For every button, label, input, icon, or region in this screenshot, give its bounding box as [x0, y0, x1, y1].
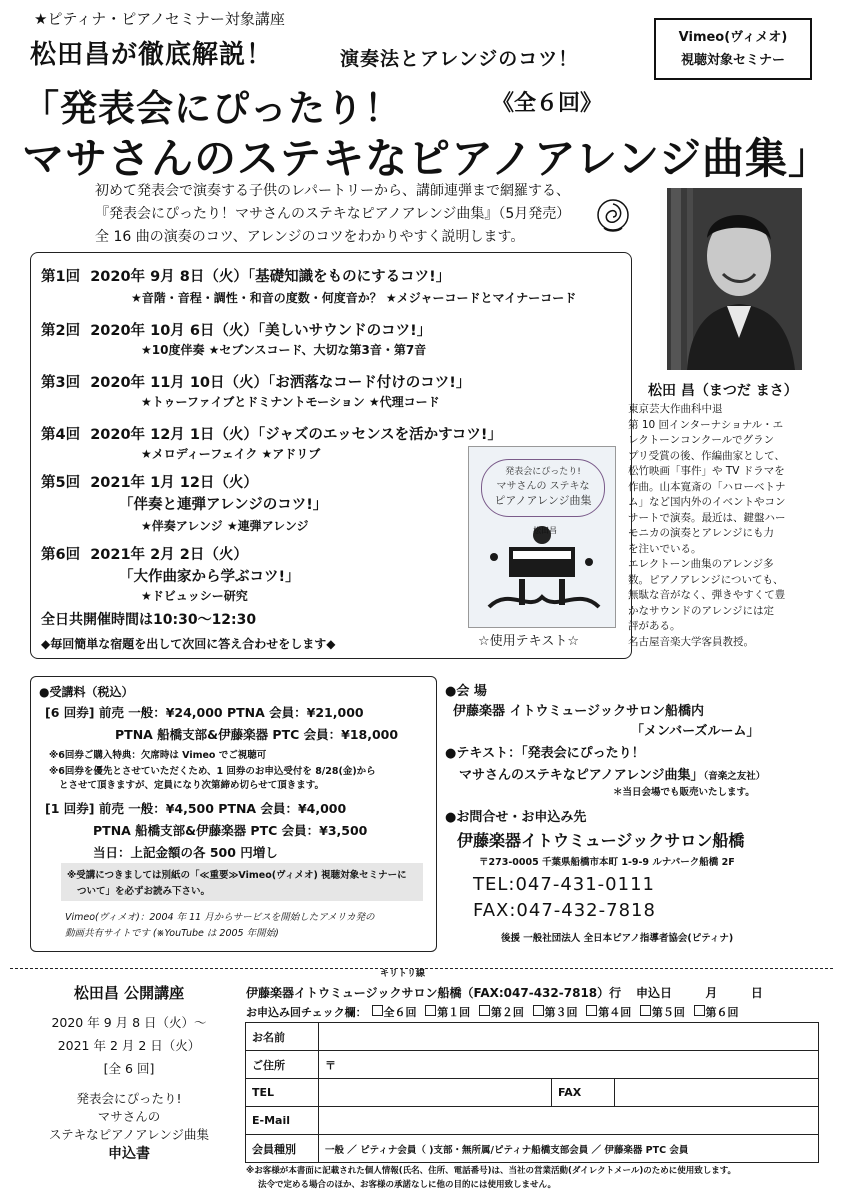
session-6-detail: ★ドビュッシー研究 [141, 589, 248, 603]
address-field[interactable] [319, 1051, 819, 1079]
venue-line-1: 伊藤楽器 イトウミュージックサロン船橋内 [453, 704, 705, 719]
intro-line: 全 16 曲の演奏のコツ、アレンジのコツをわかりやすく説明します。 [95, 229, 525, 245]
textbook-caption: ☆使用テキスト☆ [478, 634, 580, 649]
tel-field[interactable] [319, 1079, 552, 1107]
member-type-label: 会員種別 [246, 1135, 319, 1163]
on-site-sale: ＊当日会場でも販売いたします。 [613, 787, 755, 798]
form-date-2: 2021 年 2 月 2 日（火） [57, 1038, 201, 1053]
bio-line: 松竹映画「事件」や TV ドラマを [628, 465, 785, 477]
homework-note: ◆毎回簡単な宿題を出して次回に答え合わせをします◆ [41, 637, 336, 651]
bio-line: レクトーンコンクールでグラン [628, 434, 775, 446]
form-destination: 伊藤楽器イトウミュージックサロン船橋（FAX:047-432-7818）行 [246, 986, 622, 1000]
tel-label: TEL [246, 1079, 319, 1107]
venue-line-2: 「メンバーズルーム」 [631, 724, 760, 739]
target-tag: ★ピティナ・ピアノセミナー対象講座 [34, 10, 285, 28]
book-title-2: ピアノアレンジ曲集 [494, 494, 592, 507]
title-line-1: 「発表会にぴったり！ [22, 87, 402, 130]
bio-line: かなサウンドのアレンジには定 [628, 604, 775, 617]
title-line-2: マサさんのステキなピアノアレンジ曲集」 [22, 134, 832, 183]
fees-heading: ●受講料（税込） [39, 685, 134, 699]
vimeo-seminar-box [654, 18, 812, 80]
member-type-options[interactable]: 一般 ／ ピティナ会員（ )支部・無所属/ピティナ船橋支部会員 ／ 伊藤楽器 PTC 会員 [319, 1135, 819, 1163]
six-ticket-price: [6 回券] 前売 一般：¥24,000 PTNA 会員：¥21,000 [45, 705, 364, 720]
checkbox-session-1[interactable] [425, 1005, 436, 1016]
intro-line: 初めて発表会で演奏する子供のレパートリーから、講師連弾まで網羅する、 [95, 183, 571, 199]
bio-line: エレクトーン曲集のアレンジ多 [628, 558, 774, 570]
address-label: ご住所 [246, 1051, 319, 1079]
form-title-1: 発表会にぴったり! [76, 1091, 182, 1106]
session-5: 第5回 2021年 1月 12日（火） [41, 475, 258, 491]
vimeo-note-1: Vimeo(ヴィメオ)：2004 年 11 月からサービスを開始したアメリカ発の [65, 912, 375, 923]
session-6: 第6回 2021年 2月 2日（火） [41, 547, 248, 563]
bio-line: 東京芸大作曲科中退 [628, 403, 723, 415]
venue-heading: ●会 場 [445, 684, 487, 699]
contact-name: 伊藤楽器イトウミュージックサロン船橋 [457, 831, 745, 850]
name-label: お名前 [246, 1023, 319, 1051]
intro-line: 『発表会にぴったり！マサさんのステキなピアノアレンジ曲集』（5月発売） [95, 206, 571, 222]
form-summary [22, 982, 236, 1163]
checkbox-session-6[interactable] [694, 1005, 705, 1016]
checkbox-all[interactable] [372, 1005, 383, 1016]
session-5-title: 「伴奏と連弾アレンジのコツ!」 [119, 497, 328, 513]
session-3: 第3回 2020年 11月 10日（火）「お洒落なコード付けのコツ!」 [41, 375, 471, 391]
checkbox-session-2[interactable] [479, 1005, 490, 1016]
vimeo-notice-1: ※受講につきましては別紙の「≪重要≫Vimeo(ヴィメオ) 視聴対象セミナーに [67, 870, 407, 881]
bio-line: 名古屋音楽大学客員教授。 [628, 635, 754, 648]
contact-tel: TEL:047-431-0111 [473, 874, 655, 895]
six-ticket-label: [6 回券] [45, 705, 95, 720]
vimeo-note-2: 動画共有サイトです (※YouTube は 2005 年開始) [65, 928, 279, 939]
bio-line: プリ受賞の後、作編曲家として、 [628, 449, 785, 462]
postal-mark: 〒 [325, 1058, 336, 1072]
fax-field[interactable] [615, 1079, 819, 1107]
session-4-detail: ★メロディーフェイク ★アドリブ [141, 447, 321, 461]
bio-line: 数。ピアノアレンジについても、 [628, 573, 784, 586]
bio-line: 評がある。 [628, 620, 681, 632]
contact-heading: ●お問合せ・お申込み先 [445, 810, 587, 825]
name-field[interactable] [319, 1023, 819, 1051]
bio-line: 無駄な音がなく、弾きやすくて豊 [628, 589, 786, 601]
text-title: マサさんのステキなピアノアレンジ曲集」（音楽之友社） [459, 768, 766, 783]
form-title-2: マサさんの [97, 1109, 161, 1124]
publisher: （音楽之友社） [703, 771, 766, 782]
bio-line: を注いでいる。 [628, 542, 702, 555]
checkbox-session-5[interactable] [640, 1005, 651, 1016]
instructor-photo [667, 188, 802, 370]
form-heading: 申込書 [108, 1146, 150, 1162]
six-ticket-note-1: ※6回券ご購入特典：欠席時は Vimeo でご視聴可 [49, 750, 267, 761]
session-3-detail: ★トゥーファイブとドミナントモーション ★代理コード [141, 395, 440, 409]
book-top-label: 発表会にぴったり! [505, 467, 581, 477]
rose-icon [592, 196, 634, 238]
session-time: 全日共開催時間は10:30〜12:30 [41, 612, 257, 628]
support-line: 後援 一般社団法人 全日本ピアノ指導者協会(ピティナ) [501, 933, 734, 944]
bio-line: 作曲。山本寛斎の「ハローベトナ [628, 480, 786, 493]
vimeo-sub-label: 視聴対象セミナー [680, 53, 785, 68]
bio-line: 第 10 回インターナショナル・エ [628, 418, 784, 431]
checkbox-session-4[interactable] [586, 1005, 597, 1016]
application-form-table [245, 1022, 819, 1163]
contact-address: 〒273-0005 千葉県船橋市本町 1-9-9 ルナパーク船橋 2F [479, 857, 735, 868]
session-1-detail: ★音階・音程・調性・和音の度数・何度音か？ ★メジャーコードとマイナーコード [131, 291, 577, 305]
vimeo-notice-box [61, 863, 423, 901]
session-6-title: 「大作曲家から学ぶコツ!」 [119, 569, 300, 585]
form-date-1: 2020 年 9 月 8 日（火）〜 [51, 1015, 207, 1030]
sessions-badge: 《全６回》 [492, 91, 603, 116]
form-title-3: ステキなピアノアレンジ曲集 [48, 1127, 210, 1142]
session-4: 第4回 2020年 12月 1日（火）「ジャズのエッセンスを活かすコツ!」 [41, 427, 503, 443]
book-title-1: マサさんの ステキな [496, 481, 590, 492]
privacy-note-2: 法令で定める場合のほか、お客様の承諾なしに他の目的には使用致しません。 [258, 1180, 557, 1190]
six-ticket-note-2: ※6回券を優先とさせていただくため、1 回券のお申込受付を 8/28(金)から [49, 766, 376, 777]
instructor-name: 松田 昌（まつだ まさ） [648, 383, 798, 399]
email-field[interactable] [319, 1107, 819, 1135]
session-check-label: お申込み回チェック欄： [246, 1006, 367, 1019]
session-5-detail: ★伴奏アレンジ ★連弾アレンジ [141, 519, 309, 533]
vimeo-notice-2: ついて」を必ずお読み下さい。 [77, 886, 211, 897]
application-date: 申込日 月 日 [636, 986, 763, 1000]
cut-line-label: キリトリ線 [380, 969, 426, 979]
email-label: E-Mail [246, 1107, 319, 1135]
bio-line: モニカの演奏とアレンジにも力 [628, 527, 775, 539]
privacy-note-1: ※お客様が本書面に記載された個人情報(氏名、住所、電話番号)は、当社の営業活動(ダイレクトメール)のために使用致します。 [246, 1166, 737, 1176]
bio-line: サートで演奏。最近は、鍵盤ハー [628, 511, 786, 524]
textbook-cover [468, 446, 616, 628]
form-seminar-title: 松田昌 公開講座 [73, 984, 185, 1002]
contact-fax: FAX:047-432-7818 [473, 900, 656, 921]
one-ticket-day-price: 当日：上記金額の各 500 円増し [93, 845, 278, 860]
book-author: 松田昌 [533, 526, 557, 535]
session-check-row: お申込み回チェック欄： 全６回 第１回 第２回 第３回 第４回 第５回 第６回 [246, 1006, 739, 1019]
fees-box [30, 676, 437, 952]
one-ticket-member-price: PTNA 船橋支部&伊藤楽器 PTC 会員：¥3,500 [93, 823, 368, 838]
text-heading: ●テキスト：「発表会にぴったり！ [445, 746, 645, 761]
checkbox-session-3[interactable] [533, 1005, 544, 1016]
instructor-bio [628, 402, 800, 650]
fax-label: FAX [552, 1079, 615, 1107]
session-2: 第2回 2020年 10月 6日（火）「美しいサウンドのコツ!」 [41, 323, 432, 339]
form-count: [全 6 回] [103, 1061, 155, 1076]
six-ticket-note-3: とさせて頂きますが、定員になり次第締め切らせて頂きます。 [59, 780, 324, 791]
book-title-oval [481, 459, 605, 517]
lead-heading: 松田昌が徹底解説！ [30, 40, 274, 70]
one-ticket-price: [1 回券] 前売 一般：¥4,500 PTNA 会員：¥4,000 [45, 801, 347, 816]
session-1: 第1回 2020年 9月 8日（火）「基礎知識をものにするコツ!」 [41, 269, 451, 285]
vimeo-label: Vimeo(ヴィメオ) [678, 30, 788, 45]
one-ticket-label: [1 回券] [45, 801, 95, 816]
lead-subheading: 演奏法とアレンジのコツ！ [340, 48, 579, 70]
intro-text [95, 180, 570, 249]
six-ticket-member-price: PTNA 船橋支部&伊藤楽器 PTC 会員：¥18,000 [115, 727, 399, 742]
bio-line: ム」など国内外のイベントやコン [628, 496, 786, 508]
session-2-detail: ★10度伴奏 ★セブンスコード、大切な第3音・第7音 [141, 343, 427, 357]
